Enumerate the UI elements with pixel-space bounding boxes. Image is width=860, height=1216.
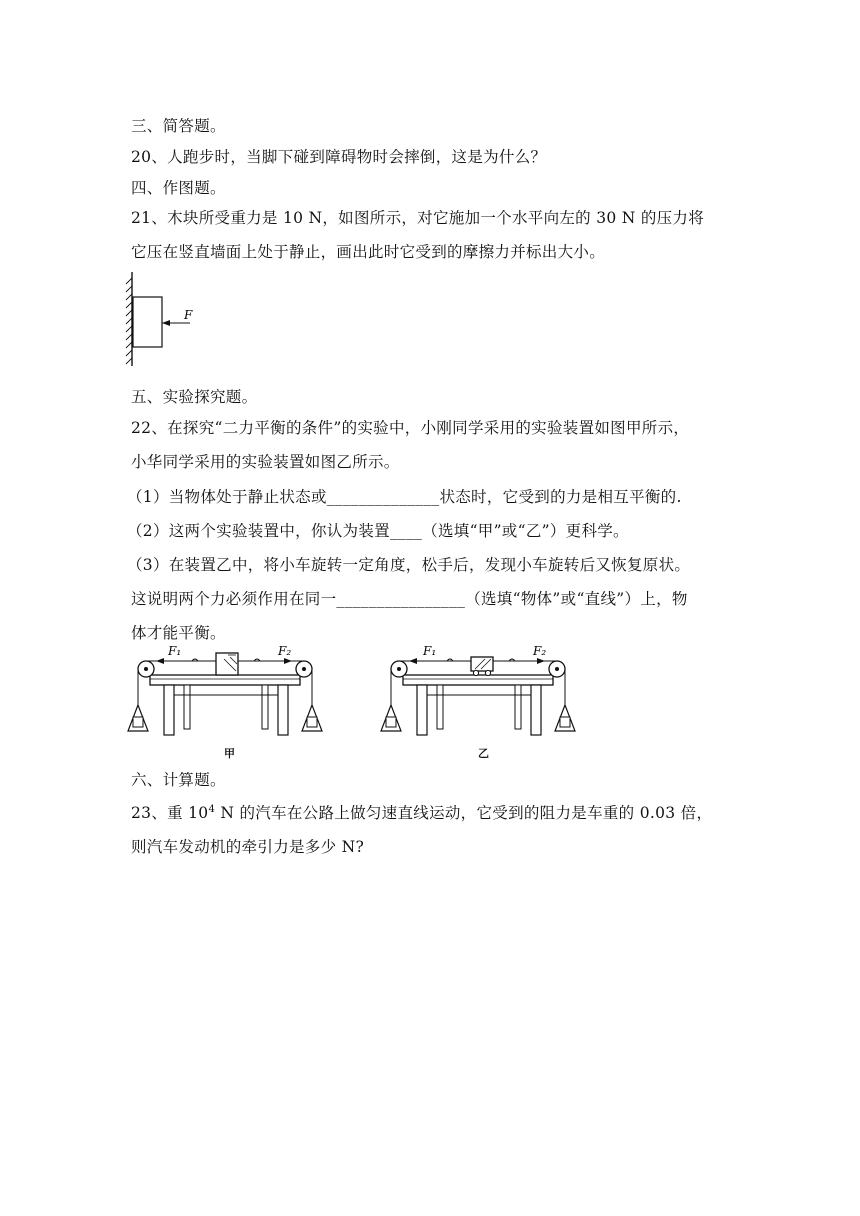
section-heading-3: 三、简答题。 [131, 117, 226, 135]
question-21-line-1: 21、木块所受重力是 10 N，如图所示，对它施加一个水平向左的 30 N 的压力将 [131, 209, 705, 227]
question-20: 20、人跑步时，当脚下碰到障碍物时会摔倒，这是为什么？ [131, 148, 547, 166]
question-23-line-1 [131, 801, 712, 823]
force-label-right: F₂ [533, 644, 547, 658]
question-22-part-3: （3）在装置乙中，将小车旋转一定角度，松手后，发现小车旋转后又恢复原状。 [127, 556, 691, 574]
exponent: 4 [208, 804, 216, 815]
question-23-prefix: 23、重 10 [131, 804, 209, 822]
apparatus-yi-figure [381, 643, 586, 743]
question-22-part-1: （1）当物体处于静止状态或______________状态时，它受到的力是相互平衡的. [127, 488, 682, 506]
question-21-line-2: 它压在竖直墙面上处于静止，画出此时它受到的摩擦力并标出大小。 [131, 243, 606, 261]
wall-block-figure [124, 270, 204, 370]
figure-caption-jia: 甲 [224, 747, 235, 760]
figure-caption-yi: 乙 [478, 747, 489, 760]
section-heading-4: 四、作图题。 [131, 179, 226, 197]
question-22-part-2: （2）这两个实验装置中，你认为装置____（选填“甲”或“乙”）更科学。 [127, 522, 629, 540]
force-label-right: F₂ [278, 644, 292, 658]
question-22-line-2: 小华同学采用的实验装置如图乙所示。 [131, 453, 400, 471]
question-22-line-1: 22、在探究“二力平衡的条件”的实验中，小刚同学采用的实验装置如图甲所示， [131, 419, 690, 437]
force-label-left: F₁ [423, 644, 437, 658]
question-23-line-2: 则汽车发动机的牵引力是多少 N? [131, 838, 365, 856]
force-label-left: F₁ [168, 644, 182, 658]
section-heading-6: 六、计算题。 [131, 771, 226, 789]
question-23-rest: N 的汽车在公路上做匀速直线运动，它受到的阻力是车重的 0.03 倍， [215, 804, 713, 822]
question-22-part-3-cont: 这说明两个力必须作用在同一________________（选填“物体”或“直线”）上，物 [131, 590, 688, 608]
question-22-part-3-end: 体才能平衡。 [131, 624, 226, 642]
section-heading-5: 五、实验探究题。 [131, 388, 258, 406]
apparatus-jia-figure [128, 643, 333, 743]
force-label-f: F [184, 308, 193, 322]
